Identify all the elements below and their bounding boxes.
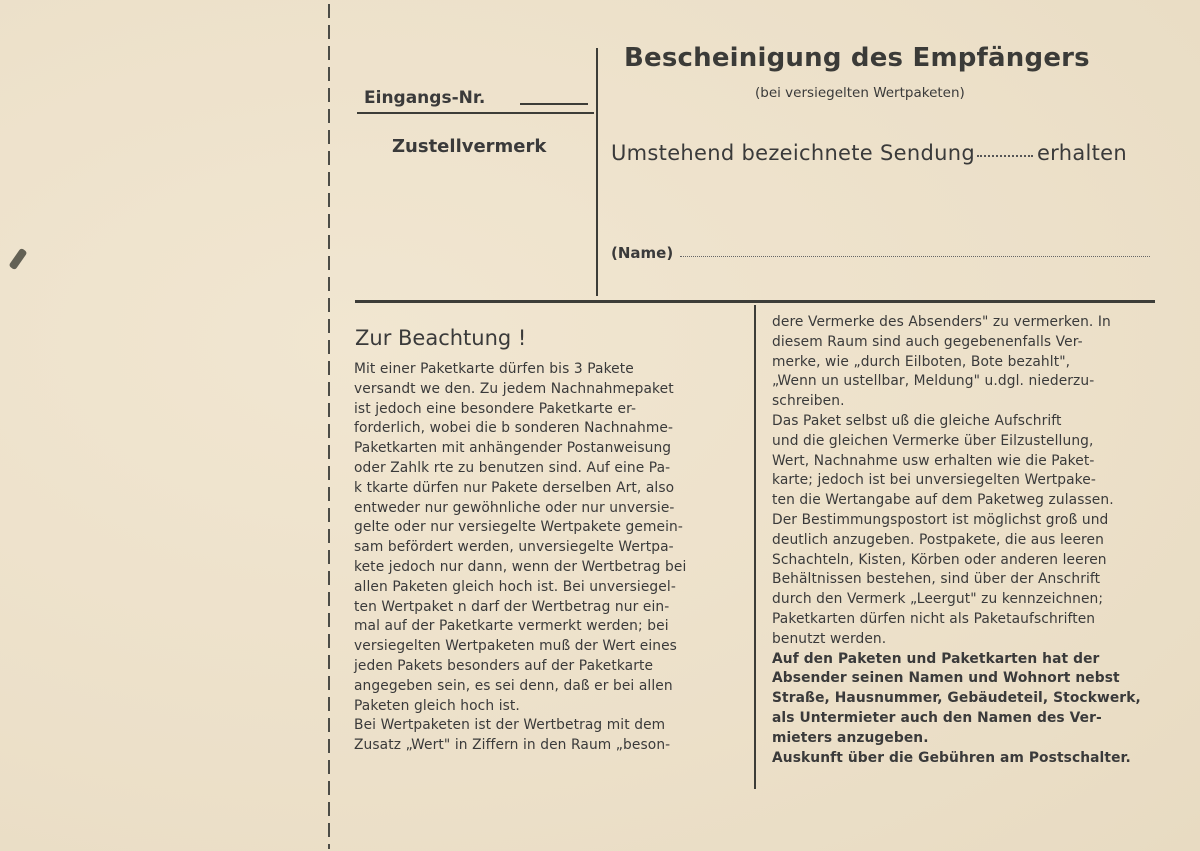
- note-line: sam befördert werden, unversiegelte Wertpa-: [354, 539, 674, 556]
- eingang-underline: [357, 112, 594, 114]
- notes-heading: Zur Beachtung !: [355, 326, 527, 350]
- note-line: dere Vermerke des Absenders" zu vermerken. In: [772, 314, 1111, 330]
- note-line: Paketkarten mit anhängender Postanweisung: [354, 440, 672, 457]
- note-line: und die gleichen Vermerke über Eilzustellung,: [772, 432, 1094, 449]
- notes-left-column: [354, 360, 738, 756]
- note-line: Paketen gleich hoch ist.: [354, 697, 520, 714]
- note-line: Bei Wertpaketen ist der Wertbetrag mit dem: [354, 717, 666, 734]
- note-line: karte; jedoch ist bei unversiegelten Wertpake-: [772, 472, 1096, 489]
- name-label: (Name): [611, 244, 674, 262]
- note-line: Behältnissen bestehen, sind über der Anschrift: [772, 571, 1101, 588]
- note-line: durch den Vermerk „Leergut" zu kennzeichnen;: [772, 591, 1104, 608]
- zustell-label: Zustellvermerk: [392, 136, 547, 157]
- note-line: Das Paket selbst uß die gleiche Aufschrift: [772, 412, 1062, 429]
- note-line: versiegelten Wertpaketen muß der Wert eines: [354, 638, 677, 655]
- note-line: Paketkarten dürfen nicht als Paketaufschriften: [772, 610, 1096, 627]
- note-line: „Wenn un ustellbar, Meldung" u.dgl. niederzu-: [772, 373, 1095, 390]
- note-line: gelte oder nur versiegelte Wertpakete gemein-: [354, 519, 683, 536]
- note-line: Auf den Paketen und Paketkarten hat der: [772, 650, 1100, 667]
- note-line: Zusatz „Wert" in Ziffern in den Raum „beson-: [354, 737, 671, 754]
- note-line: deutlich anzugeben. Postpakete, die aus leeren: [772, 531, 1104, 548]
- note-line: mieters anzugeben.: [772, 729, 929, 746]
- note-line: jeden Pakets besonders auf der Paketkarte: [354, 657, 654, 674]
- eingang-number-line: [520, 103, 588, 105]
- notes-right-column: [772, 313, 1157, 768]
- note-line: oder Zahlk rte zu benutzen sind. Auf eine Pa-: [354, 459, 671, 476]
- sendung-dotted-gap: [977, 155, 1033, 157]
- note-line: ist jedoch eine besondere Paketkarte er-: [354, 400, 637, 417]
- note-line: ten die Wertangabe auf dem Paketweg zulassen.: [772, 492, 1114, 509]
- sendung-left-text: Umstehend bezeichnete Sendung: [611, 141, 975, 165]
- note-line: ten Wertpaket n darf der Wertbetrag nur ein-: [354, 598, 670, 615]
- note-line: merke, wie „durch Eilboten, Bote bezahlt",: [772, 353, 1071, 370]
- note-line: als Untermieter auch den Namen des Ver-: [772, 709, 1102, 726]
- note-line: angegeben sein, es sei denn, daß er bei allen: [354, 677, 673, 694]
- note-line: benutzt werden.: [772, 630, 887, 647]
- form-subtitle: (bei versiegelten Wertpaketen): [755, 85, 965, 101]
- note-line: mal auf der Paketkarte vermerkt werden; bei: [354, 618, 669, 635]
- note-line: forderlich, wobei die b sonderen Nachnahme-: [354, 420, 674, 437]
- header-divider-vertical: [596, 48, 598, 296]
- column-divider: [754, 305, 756, 789]
- note-line: diesem Raum sind auch gegebenenfalls Ver-: [772, 333, 1083, 350]
- note-line: Mit einer Paketkarte dürfen bis 3 Pakete: [354, 361, 634, 377]
- note-line: Auskunft über die Gebühren am Postschalter.: [772, 749, 1131, 766]
- note-line: allen Paketen gleich hoch ist. Bei unversiegel-: [354, 578, 676, 595]
- sendung-line: [611, 141, 1127, 165]
- eingangs-label: Eingangs-Nr.: [364, 88, 486, 108]
- note-line: Wert, Nachnahme usw erhalten wie die Paket-: [772, 452, 1095, 469]
- perforation-line: [327, 4, 331, 849]
- note-line: Straße, Hausnummer, Gebäudeteil, Stockwerk,: [772, 690, 1141, 707]
- note-line: Absender seinen Namen und Wohnort nebst: [772, 670, 1120, 687]
- note-line: schreiben.: [772, 393, 845, 410]
- note-line: kete jedoch nur dann, wenn der Wertbetrag bei: [354, 558, 687, 575]
- form-title: Bescheinigung des Empfängers: [624, 43, 1090, 73]
- note-line: entweder nur gewöhnliche oder nur unversie-: [354, 499, 675, 516]
- sendung-right-text: erhalten: [1036, 141, 1128, 165]
- note-line: Schachteln, Kisten, Körben oder anderen leeren: [772, 551, 1107, 568]
- section-divider: [355, 300, 1155, 303]
- note-line: Der Bestimmungspostort ist möglichst groß und: [772, 511, 1109, 528]
- note-line: k tkarte dürfen nur Pakete derselben Art, also: [354, 479, 675, 496]
- name-signature-line: [680, 256, 1150, 257]
- note-line: versandt we den. Zu jedem Nachnahmepaket: [354, 380, 674, 397]
